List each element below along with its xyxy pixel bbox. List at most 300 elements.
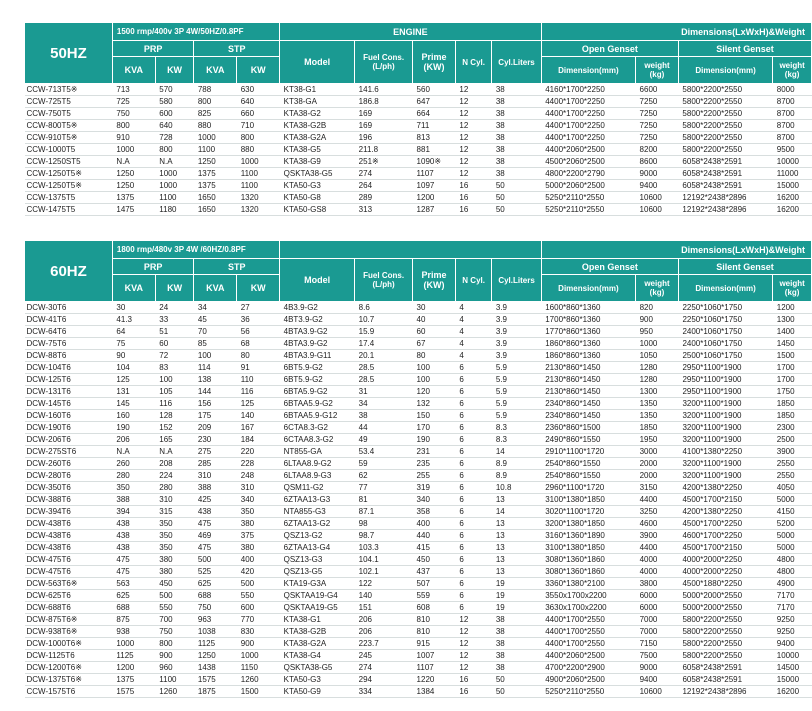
spec-table-50hz — [24, 22, 812, 216]
table-row — [25, 362, 812, 374]
silent-weight-cell: 9500 — [773, 144, 812, 156]
engine-model-cell: KTA38-G2B — [280, 626, 355, 638]
open-dimension-header: Dimension(mm) — [541, 57, 635, 84]
model-code-cell: DCW-438T6 — [25, 518, 113, 530]
open-dimension-cell: 2340*860*1450 — [541, 410, 635, 422]
cylinder-liters-cell: 8.3 — [492, 434, 541, 446]
engine-model-cell: KTA50-G9 — [280, 686, 355, 698]
silent-dimension-cell: 12192*2438*2896 — [678, 204, 772, 216]
cylinder-liters-cell: 50 — [492, 686, 541, 698]
cylinder-count-cell: 12 — [455, 638, 491, 650]
silent-weight-cell: 1450 — [773, 338, 812, 350]
cylinder-liters-cell: 8.9 — [492, 470, 541, 482]
open-weight-cell: 820 — [636, 302, 679, 314]
engine-model-cell: KT38-GA — [280, 96, 355, 108]
stp-kw-cell: 830 — [237, 626, 280, 638]
model-code-cell: CCW-750T5 — [25, 108, 113, 120]
open-dimension-cell: 4400*1700*2250 — [541, 96, 635, 108]
fuel-consumption-cell: 44 — [355, 422, 413, 434]
silent-weight-cell: 1700 — [773, 362, 812, 374]
model-code-cell: CCW-910T5※ — [25, 132, 113, 144]
model-code-cell: CCW-1000T5 — [25, 144, 113, 156]
open-weight-cell: 4600 — [636, 518, 679, 530]
silent-weight-cell: 15000 — [773, 180, 812, 192]
silent-dimension-cell: 5800*2200*2550 — [678, 638, 772, 650]
cylinder-count-cell: 6 — [455, 494, 491, 506]
open-weight-cell: 9400 — [636, 674, 679, 686]
engine-model-cell: KTA50-G8 — [280, 192, 355, 204]
open-dimension-cell: 2960*1100*1720 — [541, 482, 635, 494]
open-dimension-cell: 4400*1700*2550 — [541, 638, 635, 650]
engine-model-cell: KTA50-GS8 — [280, 204, 355, 216]
open-weight-cell: 4400 — [636, 494, 679, 506]
cylinder-count-cell: 6 — [455, 410, 491, 422]
silent-dimension-header: Dimension(mm) — [678, 275, 772, 302]
open-weight-cell: 7500 — [636, 650, 679, 662]
cyl-liters-header: Cyl.Liters — [492, 259, 541, 302]
prp-kw-cell: 128 — [155, 410, 194, 422]
open-weight-cell: 1350 — [636, 398, 679, 410]
open-weight-cell: 10600 — [636, 192, 679, 204]
silent-dimension-cell: 6058*2438*2591 — [678, 180, 772, 192]
prime-power-cell: 400 — [413, 518, 456, 530]
prime-power-cell: 440 — [413, 530, 456, 542]
open-weight-cell: 1300 — [636, 386, 679, 398]
prp-kva-cell: 688 — [112, 602, 155, 614]
stp-kw-cell: 184 — [237, 434, 280, 446]
silent-weight-cell: 5200 — [773, 518, 812, 530]
fuel-header: Fuel Cons. (L/ph) — [355, 41, 413, 84]
prp-kw-cell: 350 — [155, 530, 194, 542]
engine-model-cell: 4BTA3.9-G2 — [280, 338, 355, 350]
silent-weight-cell: 7170 — [773, 602, 812, 614]
cylinder-liters-cell: 3.9 — [492, 302, 541, 314]
prp-kva-cell: N.A — [112, 446, 155, 458]
fuel-consumption-cell: 206 — [355, 614, 413, 626]
prp-kw-cell: 580 — [155, 96, 194, 108]
prime-power-cell: 40 — [413, 314, 456, 326]
open-dimension-cell: 4400*2060*2500 — [541, 650, 635, 662]
fuel-consumption-cell: 34 — [355, 398, 413, 410]
stp-kw-cell: 36 — [237, 314, 280, 326]
fuel-consumption-cell: 15.9 — [355, 326, 413, 338]
cylinder-liters-cell: 5.9 — [492, 362, 541, 374]
table-row — [25, 180, 812, 192]
model-code-cell: DCW-688T6 — [25, 602, 113, 614]
open-weight-cell: 2000 — [636, 470, 679, 482]
stp-kw-cell: 400 — [237, 554, 280, 566]
fuel-consumption-cell: 104.1 — [355, 554, 413, 566]
fuel-consumption-cell: 87.1 — [355, 506, 413, 518]
silent-dimension-cell: 5800*2200*2550 — [678, 650, 772, 662]
engine-model-cell: 6LTAA8.9-G3 — [280, 470, 355, 482]
cylinder-liters-cell: 38 — [492, 156, 541, 168]
stp-kw-cell: 420 — [237, 566, 280, 578]
cylinder-count-cell: 16 — [455, 180, 491, 192]
open-dimension-cell: 5250*2110*2550 — [541, 204, 635, 216]
silent-dimension-cell: 5800*2200*2550 — [678, 108, 772, 120]
prp-kw-cell: 960 — [155, 662, 194, 674]
open-dimension-cell: 3630x1700x2200 — [541, 602, 635, 614]
silent-dimension-cell: 6058*2438*2591 — [678, 674, 772, 686]
prp-kw-cell: 116 — [155, 398, 194, 410]
open-dimension-cell: 3080*1360*1860 — [541, 566, 635, 578]
frequency-label: 60HZ — [25, 241, 113, 302]
engine-header — [280, 241, 542, 259]
prime-power-cell: 255 — [413, 470, 456, 482]
silent-dimension-cell: 3200*1100*1900 — [678, 422, 772, 434]
cyl-liters-header: Cyl.Liters — [492, 41, 541, 84]
model-code-cell: DCW-438T6 — [25, 530, 113, 542]
table-row — [25, 518, 812, 530]
silent-dimension-cell: 6058*2438*2591 — [678, 168, 772, 180]
silent-dimension-header: Dimension(mm) — [678, 57, 772, 84]
cylinder-count-cell: 6 — [455, 374, 491, 386]
open-dimension-cell: 4700*2200*2900 — [541, 662, 635, 674]
table-row — [25, 156, 812, 168]
table-row — [25, 566, 812, 578]
stp-kw-header: KW — [237, 275, 280, 302]
table-row — [25, 626, 812, 638]
open-weight-cell: 4000 — [636, 566, 679, 578]
stp-kw-cell: 56 — [237, 326, 280, 338]
open-dimension-cell: 2130*860*1450 — [541, 386, 635, 398]
prime-power-cell: 358 — [413, 506, 456, 518]
silent-dimension-cell: 3200*1100*1900 — [678, 470, 772, 482]
engine-model-cell: KTA19-G3A — [280, 578, 355, 590]
rating-condition: 1500 rmp/400v 3P 4W/50HZ/0.8PF — [112, 23, 279, 41]
table-row — [25, 302, 812, 314]
table-row — [25, 386, 812, 398]
open-weight-cell: 1850 — [636, 422, 679, 434]
stp-header: STP — [194, 41, 280, 57]
table-row — [25, 398, 812, 410]
prp-kw-cell: 100 — [155, 374, 194, 386]
table-row — [25, 578, 812, 590]
model-code-cell: DCW-475T6 — [25, 554, 113, 566]
fuel-consumption-cell: 251※ — [355, 156, 413, 168]
cylinder-count-cell: 12 — [455, 168, 491, 180]
prime-power-cell: 1384 — [413, 686, 456, 698]
engine-model-cell: 4BTA3.9-G11 — [280, 350, 355, 362]
silent-weight-cell: 3900 — [773, 446, 812, 458]
silent-weight-cell: 1500 — [773, 350, 812, 362]
stp-kva-cell: 388 — [194, 482, 237, 494]
stp-kva-cell: 34 — [194, 302, 237, 314]
prp-header: PRP — [112, 41, 193, 57]
cylinder-count-cell: 12 — [455, 662, 491, 674]
model-code-cell: DCW-563T6※ — [25, 578, 113, 590]
model-code-cell: DCW-125T6 — [25, 374, 113, 386]
model-code-cell: CCW-1575T6 — [25, 686, 113, 698]
stp-kva-cell: 825 — [194, 108, 237, 120]
cylinder-count-cell: 6 — [455, 542, 491, 554]
prp-kw-cell: 640 — [155, 120, 194, 132]
prp-kw-cell: 700 — [155, 614, 194, 626]
fuel-consumption-cell: 211.8 — [355, 144, 413, 156]
silent-weight-cell: 1700 — [773, 374, 812, 386]
silent-dimension-cell: 2500*1060*1750 — [678, 350, 772, 362]
model-code-cell: DCW-394T6 — [25, 506, 113, 518]
table-row — [25, 470, 812, 482]
cylinder-liters-cell: 38 — [492, 96, 541, 108]
open-weight-cell: 6000 — [636, 602, 679, 614]
cylinder-count-cell: 6 — [455, 554, 491, 566]
prime-power-cell: 608 — [413, 602, 456, 614]
cylinder-count-cell: 6 — [455, 602, 491, 614]
fuel-consumption-cell: 103.3 — [355, 542, 413, 554]
open-dimension-cell: 2360*860*1500 — [541, 422, 635, 434]
prp-kw-cell: 1100 — [155, 674, 194, 686]
prime-power-cell: 170 — [413, 422, 456, 434]
engine-model-cell: KTA50-G3 — [280, 180, 355, 192]
prp-kva-cell: 206 — [112, 434, 155, 446]
cylinder-count-cell: 4 — [455, 338, 491, 350]
stp-kw-cell: 640 — [237, 96, 280, 108]
fuel-consumption-cell: 77 — [355, 482, 413, 494]
fuel-consumption-cell: 264 — [355, 180, 413, 192]
cylinder-liters-cell: 3.9 — [492, 350, 541, 362]
prp-kw-cell: 51 — [155, 326, 194, 338]
prp-kw-cell: 60 — [155, 338, 194, 350]
table-row — [25, 326, 812, 338]
model-code-cell: CCW-725T5 — [25, 96, 113, 108]
prime-power-cell: 100 — [413, 362, 456, 374]
stp-kva-cell: 438 — [194, 506, 237, 518]
prime-power-cell: 711 — [413, 120, 456, 132]
cylinder-count-cell: 6 — [455, 578, 491, 590]
prp-kva-cell: 563 — [112, 578, 155, 590]
fuel-consumption-cell: 313 — [355, 204, 413, 216]
prp-kw-cell: 33 — [155, 314, 194, 326]
silent-weight-cell: 9250 — [773, 614, 812, 626]
open-genset-header: Open Genset — [541, 41, 678, 57]
cylinder-count-cell: 12 — [455, 614, 491, 626]
frequency-label: 50HZ — [25, 23, 113, 84]
prp-kva-cell: 75 — [112, 338, 155, 350]
prp-kw-cell: 1180 — [155, 204, 194, 216]
stp-kw-cell: 125 — [237, 398, 280, 410]
silent-weight-cell: 16200 — [773, 204, 812, 216]
prp-kw-cell: 600 — [155, 108, 194, 120]
stp-kva-cell: 138 — [194, 374, 237, 386]
table-row — [25, 662, 812, 674]
silent-weight-cell: 2500 — [773, 434, 812, 446]
silent-weight-cell: 10000 — [773, 650, 812, 662]
open-weight-cell: 1350 — [636, 410, 679, 422]
table-row — [25, 132, 812, 144]
stp-kva-cell: 144 — [194, 386, 237, 398]
cylinder-liters-cell: 19 — [492, 602, 541, 614]
table-row — [25, 530, 812, 542]
silent-weight-cell: 8700 — [773, 96, 812, 108]
silent-weight-cell: 7170 — [773, 590, 812, 602]
stp-kva-cell: 310 — [194, 470, 237, 482]
stp-kva-cell: 788 — [194, 84, 237, 96]
silent-weight-cell: 4800 — [773, 566, 812, 578]
cylinder-liters-cell: 5.9 — [492, 398, 541, 410]
silent-dimension-cell: 4000*2000*2250 — [678, 566, 772, 578]
silent-dimension-cell: 4200*1380*2250 — [678, 506, 772, 518]
prp-kw-cell: 83 — [155, 362, 194, 374]
open-dimension-cell: 2910*1100*1720 — [541, 446, 635, 458]
cylinder-liters-cell: 13 — [492, 494, 541, 506]
stp-header: STP — [194, 259, 280, 275]
open-weight-cell: 900 — [636, 314, 679, 326]
prp-kva-cell: 475 — [112, 554, 155, 566]
silent-dimension-cell: 4500*1700*2150 — [678, 542, 772, 554]
fuel-consumption-cell: 122 — [355, 578, 413, 590]
prp-kw-cell: 224 — [155, 470, 194, 482]
open-dimension-cell: 2130*860*1450 — [541, 374, 635, 386]
model-code-cell: DCW-438T6 — [25, 542, 113, 554]
stp-kw-cell: 350 — [237, 506, 280, 518]
cylinder-liters-cell: 50 — [492, 674, 541, 686]
stp-kva-cell: 963 — [194, 614, 237, 626]
fuel-consumption-cell: 294 — [355, 674, 413, 686]
fuel-consumption-cell: 102.1 — [355, 566, 413, 578]
silent-weight-cell: 2550 — [773, 470, 812, 482]
prp-kva-cell: 438 — [112, 530, 155, 542]
cylinder-count-cell: 6 — [455, 530, 491, 542]
model-code-cell: CCW-1250T5※ — [25, 180, 113, 192]
open-weight-cell: 10600 — [636, 204, 679, 216]
stp-kw-cell: 1320 — [237, 192, 280, 204]
open-weight-cell: 3800 — [636, 578, 679, 590]
stp-kw-cell: 248 — [237, 470, 280, 482]
fuel-consumption-cell: 38 — [355, 410, 413, 422]
stp-kw-cell: 1260 — [237, 674, 280, 686]
silent-dimension-cell: 2250*1060*1750 — [678, 314, 772, 326]
prime-power-cell: 881 — [413, 144, 456, 156]
fuel-consumption-cell: 20.1 — [355, 350, 413, 362]
prp-kw-cell: 570 — [155, 84, 194, 96]
stp-kw-header: KW — [237, 57, 280, 84]
prp-kw-header: KW — [155, 275, 194, 302]
stp-kva-header: KVA — [194, 57, 237, 84]
cylinder-liters-cell: 14 — [492, 506, 541, 518]
prp-kva-cell: 1475 — [112, 204, 155, 216]
engine-model-cell: KTA38-G2 — [280, 108, 355, 120]
silent-weight-header: weight (kg) — [773, 275, 812, 302]
silent-genset-header: Silent Genset — [678, 41, 811, 57]
table-row — [25, 84, 812, 96]
stp-kw-cell: 600 — [237, 602, 280, 614]
engine-model-cell: 6BTAA5.9-G2 — [280, 398, 355, 410]
prp-kva-cell: 1375 — [112, 674, 155, 686]
cylinder-liters-cell: 3.9 — [492, 338, 541, 350]
model-code-cell: DCW-88T6 — [25, 350, 113, 362]
engine-model-cell: 6BTA5.9-G2 — [280, 386, 355, 398]
prp-kva-cell: 1000 — [112, 144, 155, 156]
prp-header: PRP — [112, 259, 193, 275]
stp-kva-cell: 1375 — [194, 168, 237, 180]
engine-model-cell: NTA855-G3 — [280, 506, 355, 518]
prime-power-cell: 1200 — [413, 192, 456, 204]
table-row — [25, 168, 812, 180]
silent-dimension-cell: 4600*1700*2250 — [678, 530, 772, 542]
silent-weight-cell: 4800 — [773, 554, 812, 566]
open-weight-cell: 3150 — [636, 482, 679, 494]
stp-kw-cell: 167 — [237, 422, 280, 434]
stp-kw-cell: 340 — [237, 494, 280, 506]
cylinder-liters-cell: 19 — [492, 590, 541, 602]
open-dimension-cell: 2490*860*1550 — [541, 434, 635, 446]
prp-kw-cell: 280 — [155, 482, 194, 494]
model-code-cell: DCW-938T6※ — [25, 626, 113, 638]
stp-kva-cell: 45 — [194, 314, 237, 326]
fuel-consumption-cell: 98 — [355, 518, 413, 530]
model-code-cell: DCW-104T6 — [25, 362, 113, 374]
table-row — [25, 314, 812, 326]
prime-power-cell: 415 — [413, 542, 456, 554]
engine-model-cell: KT38-G1 — [280, 84, 355, 96]
silent-weight-cell: 5000 — [773, 530, 812, 542]
open-weight-cell: 9000 — [636, 168, 679, 180]
prime-power-cell: 150 — [413, 410, 456, 422]
stp-kw-cell: 140 — [237, 410, 280, 422]
silent-weight-cell: 2300 — [773, 422, 812, 434]
silent-dimension-cell: 2250*1060*1750 — [678, 302, 772, 314]
cylinder-liters-cell: 8.3 — [492, 422, 541, 434]
silent-weight-cell: 4050 — [773, 482, 812, 494]
open-dimension-cell: 1600*860*1360 — [541, 302, 635, 314]
table-row — [25, 590, 812, 602]
silent-weight-cell: 10000 — [773, 156, 812, 168]
table-row — [25, 494, 812, 506]
cylinder-liters-cell: 38 — [492, 144, 541, 156]
cylinder-count-cell: 6 — [455, 590, 491, 602]
engine-model-cell: QSKTAA19-G5 — [280, 602, 355, 614]
prp-kw-cell: 380 — [155, 554, 194, 566]
cylinder-liters-cell: 38 — [492, 108, 541, 120]
open-dimension-cell: 3080*1360*1860 — [541, 554, 635, 566]
cylinder-count-cell: 12 — [455, 144, 491, 156]
open-dimension-cell: 3100*1380*1850 — [541, 542, 635, 554]
open-weight-cell: 4400 — [636, 542, 679, 554]
prime-power-cell: 1090※ — [413, 156, 456, 168]
open-dimension-cell: 5000*2060*2500 — [541, 180, 635, 192]
prime-power-cell: 810 — [413, 626, 456, 638]
prime-power-cell: 560 — [413, 84, 456, 96]
table-row — [25, 674, 812, 686]
silent-dimension-cell: 3200*1100*1900 — [678, 458, 772, 470]
cylinder-count-cell: 12 — [455, 650, 491, 662]
table-body — [25, 302, 812, 698]
cylinder-count-cell: 4 — [455, 350, 491, 362]
engine-model-cell: KTA38-G5 — [280, 144, 355, 156]
open-weight-cell: 2000 — [636, 458, 679, 470]
cylinder-liters-cell: 38 — [492, 638, 541, 650]
cylinder-liters-cell: 13 — [492, 530, 541, 542]
stp-kva-cell: 800 — [194, 96, 237, 108]
open-weight-cell: 7000 — [636, 626, 679, 638]
stp-kw-cell: 1500 — [237, 686, 280, 698]
open-weight-header: weight (kg) — [636, 275, 679, 302]
table-row — [25, 638, 812, 650]
silent-dimension-cell: 3200*1100*1900 — [678, 398, 772, 410]
model-code-cell: DCW-875T6※ — [25, 614, 113, 626]
cylinder-liters-cell: 38 — [492, 650, 541, 662]
fuel-consumption-cell: 59 — [355, 458, 413, 470]
prime-power-cell: 1287 — [413, 204, 456, 216]
stp-kva-cell: 475 — [194, 518, 237, 530]
silent-dimension-cell: 6058*2438*2591 — [678, 156, 772, 168]
prp-kva-cell: 280 — [112, 470, 155, 482]
prp-kw-cell: 1100 — [155, 192, 194, 204]
engine-model-cell: 6CTAA8.3-G2 — [280, 434, 355, 446]
open-dimension-cell: 3020*1100*1720 — [541, 506, 635, 518]
